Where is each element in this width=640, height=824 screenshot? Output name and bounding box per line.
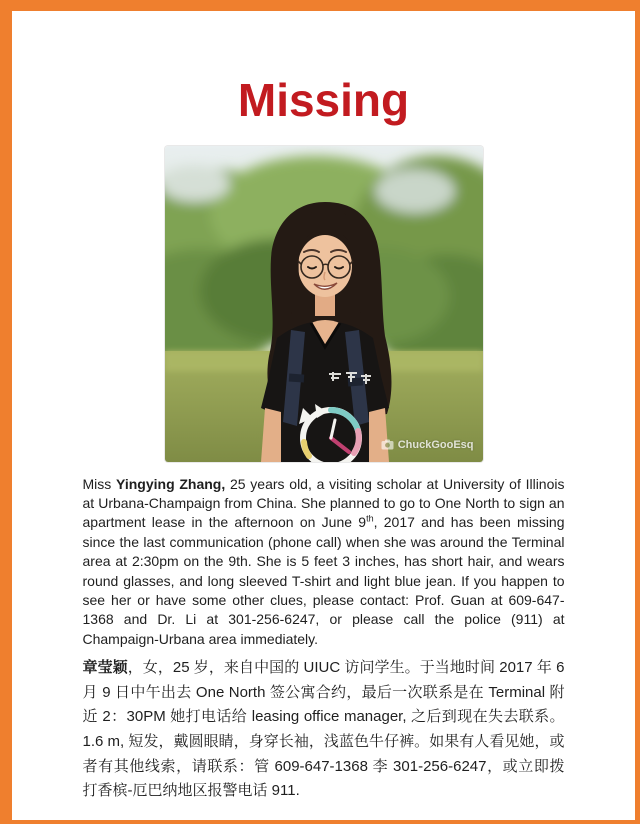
- chinese-description-paragraph: 章莹颖，女，25 岁，来自中国的 UIUC 访问学生。于当地时间 2017 年 6 月 9 日中午出去 One North 签公寓合约，最后一次联系是在 Terminal 附近 2：30PM 她打电话给 leasing office manager, 之后到现在失去联系。1.6 m, 短发，戴圆眼睛，身穿长袖，浅蓝色牛仔裤。如果有人看见她，或者有其他线索，请联系：管 609-647-1368 李 301-256-6247，或立即拨打香槟-厄巴纳地区报警电话 911.: [82, 659, 565, 800]
- missing-person-photo: [165, 146, 483, 462]
- person: [261, 202, 391, 462]
- camera-icon: [381, 439, 394, 450]
- photo-watermark-label: ChuckGooEsq: [397, 438, 474, 451]
- english-description-paragraph: Miss Yingying Zhang, 25 years old, a visiting scholar at University of Illinois at Urbana-Champaign from China. She planned to go to One North to sign an apartment lease in the afternoon on June 9th, 2017 and has been missing since the last communication (phone call) when she was around the Terminal area at 2:30pm on the 9th. She is 5 feet 3 inches, has short hair, and wears round glasses, and long sleeved T-shirt and light blue jean. If you happen to see her or have some other clues, please contact: Prof. Guan at 609-647-1368 and Dr. Li at 301-256-6247, or please call the police (911) at Champaign-Urbana area immediately.: [82, 475, 565, 647]
- photo-illustration: [165, 146, 483, 462]
- photo-watermark: [381, 439, 474, 451]
- page-title: Missing: [237, 74, 410, 126]
